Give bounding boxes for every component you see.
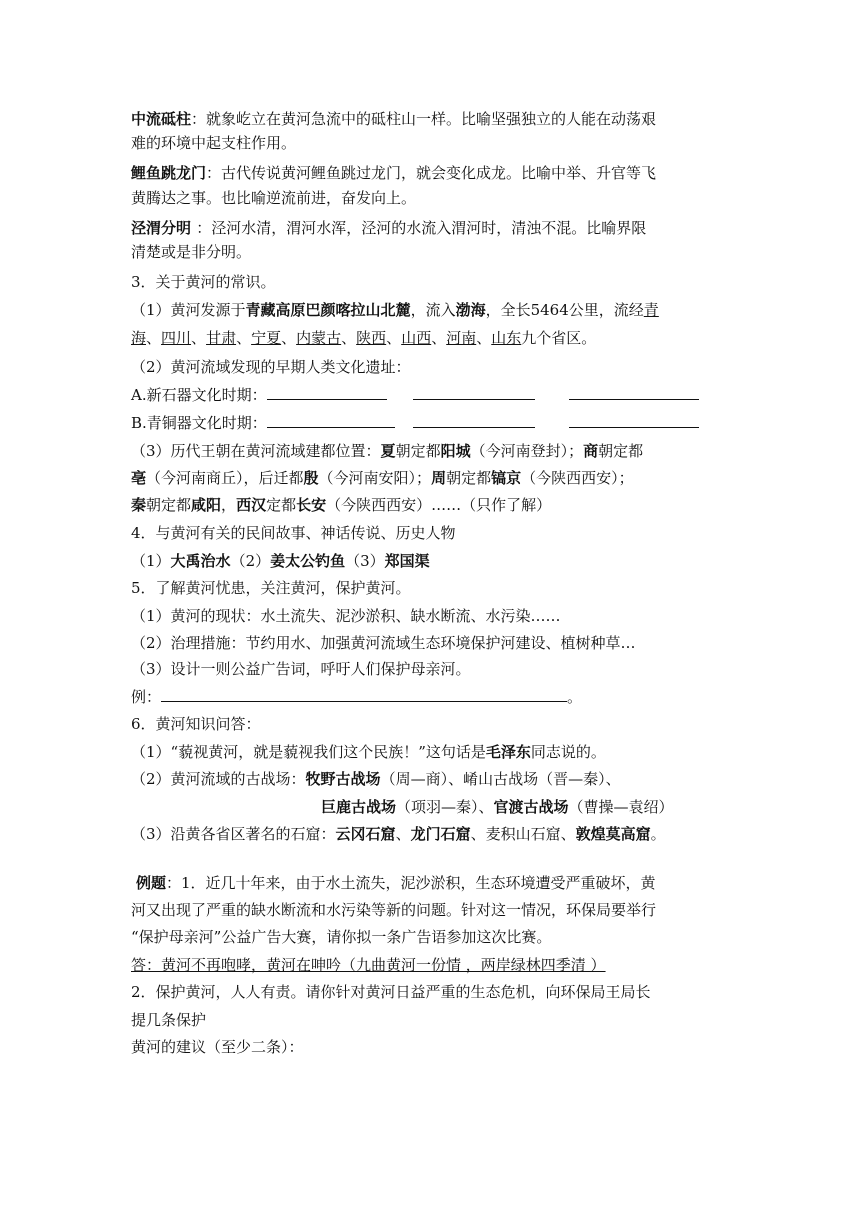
battlefield: 官渡古战场 [493, 798, 569, 816]
separator: 、 [386, 329, 402, 347]
dynasty-zhou: 周 [431, 469, 447, 487]
neolithic-blank-1[interactable] [267, 385, 387, 400]
s5-measures: （2）治理措施：节约用水、加强黄河流域生态环境保护河建设、植树种草… [131, 634, 636, 652]
s6-q1 [131, 741, 606, 763]
s3-p1-text: ，全长5464公里，流经 [485, 301, 644, 319]
idiom-term: 鲤鱼跳龙门 [131, 164, 207, 182]
idiom-1-line-2: 难的环境中起支柱作用。 [131, 134, 297, 152]
capital-text: （今陕西西安）……（只作了解） [326, 496, 552, 514]
s6-q3 [131, 823, 666, 845]
idiom-term: 中流砥柱 [131, 110, 192, 128]
s3-p1-text: ，流入 [410, 301, 456, 319]
story-number: （3） [345, 552, 385, 570]
story: 姜太公钓鱼 [270, 552, 346, 570]
q2-text: （曹操—袁绍） [568, 798, 674, 816]
example-q1-line-3: “保护母亲河”公益广告大赛，请你拟一条广告语参加这次比赛。 [131, 928, 552, 946]
bronze-blank-2[interactable] [413, 413, 535, 428]
example-q1-line-2: 河又出现了严重的缺水断流和水污染等新的问题。针对这一情况，环保局要举行 [131, 901, 657, 919]
idiom-text: ：泾河水清，渭河水浑，泾河的水流入渭河时，清浊不混。比喻界限 [196, 219, 647, 237]
dynasty-qin: 秦 [131, 496, 147, 514]
province: 内蒙古 [296, 329, 342, 347]
separator: 、 [236, 329, 252, 347]
story: 郑国渠 [384, 552, 430, 570]
separator: 、 [191, 329, 207, 347]
bronze-label: B.青铜器文化时期： [131, 414, 267, 432]
story-number: （2） [230, 552, 271, 570]
story: 大禹治水 [170, 552, 231, 570]
neolithic-blank-3[interactable] [569, 385, 699, 400]
neolithic-line [131, 384, 699, 406]
province: 宁夏 [251, 329, 282, 347]
province: 四川 [161, 329, 192, 347]
capital-text: （3）历代王朝在黄河流域建都位置： [131, 442, 381, 460]
dynasty-shang: 商 [583, 442, 599, 460]
battlefield: 牧野古战场 [305, 770, 381, 788]
province: 山西 [401, 329, 432, 347]
dynasty-xihan: 西汉 [236, 496, 267, 514]
s5-slogan-task: （3）设计一则公益广告词，呼吁人们保护母亲河。 [131, 660, 471, 678]
capital-text: ， [221, 496, 237, 514]
province: 陕西 [356, 329, 387, 347]
q2-text: （2）黄河流域的古战场： [131, 770, 306, 788]
province-part: 青 [643, 301, 659, 319]
capital-yin: 殷 [303, 469, 319, 487]
q1-text: （1）“藐视黄河，就是藐视我们这个民族！”这句话是 [131, 743, 486, 761]
s5-status: （1）黄河的现状：水土流失、泥沙淤积、缺水断流、水污染…… [131, 607, 561, 625]
province: 甘肃 [206, 329, 237, 347]
capital-text: 定都 [266, 496, 297, 514]
s3-p3-line-1 [131, 440, 643, 462]
capital-text: 朝定都 [395, 442, 441, 460]
capital-text: （今河南安阳）； [318, 469, 432, 487]
s3-p2: （2）黄河流域发现的早期人类文化遗址： [131, 358, 411, 376]
neolithic-blank-2[interactable] [413, 385, 535, 400]
grotto: 云冈石窟 [335, 825, 396, 843]
idiom-1-line-1 [131, 108, 656, 130]
example-q2-line-3: 黄河的建议（至少二条）： [131, 1038, 304, 1056]
q3-text: 、 [395, 825, 411, 843]
idiom-2-line-1 [131, 162, 656, 184]
separator: 、 [281, 329, 297, 347]
grotto: 敦煌莫高窟 [575, 825, 651, 843]
capital-haojing: 镐京 [491, 469, 522, 487]
example-q2-line-2: 提几条保护 [131, 1011, 207, 1029]
capital-bo: 亳 [131, 469, 147, 487]
province: 河南 [446, 329, 477, 347]
q3-text: 。 [650, 825, 666, 843]
capital-yangcheng: 阳城 [440, 442, 471, 460]
capital-text: （今河南商丘），后迁都 [146, 469, 304, 487]
q2-text: （项羽—秦）、 [396, 798, 494, 816]
province: 山东 [491, 329, 522, 347]
slogan-blank[interactable] [161, 687, 567, 702]
s3-p1-line-1 [131, 299, 659, 321]
section-6-heading: 6．黄河知识问答： [131, 715, 261, 733]
s4-stories [131, 550, 430, 572]
story-number: （1） [131, 552, 171, 570]
neolithic-label: A.新石器文化时期： [131, 386, 267, 404]
separator: 、 [476, 329, 492, 347]
example-q1-line-1 [136, 872, 656, 894]
s6-q2-line-1 [131, 768, 621, 790]
separator: 、 [431, 329, 447, 347]
example-answer: 答：黄河不再咆哮，黄河在呻吟（九曲黄河一份情 ，两岸绿林四季清 ） [131, 956, 606, 974]
bronze-line [131, 412, 699, 434]
dynasty-xia: 夏 [380, 442, 396, 460]
capital-xianyang: 咸阳 [191, 496, 222, 514]
capital-text: （今河南登封）； [470, 442, 584, 460]
section-3-heading: 3．关于黄河的常识。 [131, 273, 276, 291]
bronze-blank-3[interactable] [569, 413, 699, 428]
idiom-text: ：就象屹立在黄河急流中的砥柱山一样。比喻坚强独立的人能在动荡艰 [191, 110, 657, 128]
province-part: 海 [131, 329, 147, 347]
s3-p1-text: 九个省区。 [521, 329, 597, 347]
idiom-3-line-1 [131, 217, 646, 239]
capital-text: 朝定都 [146, 496, 192, 514]
section-5-heading: 5．了解黄河忧患，关注黄河，保护黄河。 [131, 579, 411, 597]
s3-p1-text: （1）黄河发源于 [131, 301, 246, 319]
capital-text: （今陕西西安）； [521, 469, 634, 487]
example-label: 例题 [136, 874, 167, 892]
idiom-term: 泾渭分明 [131, 219, 197, 237]
example-text: ：1．近几十年来，由于水土流失，泥沙淤积，生态环境遭受严重破坏，黄 [166, 874, 656, 892]
s3-p3-line-3 [131, 494, 551, 516]
separator: 、 [341, 329, 357, 347]
bronze-blank-1[interactable] [267, 413, 395, 428]
idiom-3-line-2: 清楚或是非分明。 [131, 243, 252, 261]
s6-q2-line-2 [321, 796, 674, 818]
grotto: 龙门石窟 [410, 825, 471, 843]
battlefield: 巨鹿古战场 [321, 798, 397, 816]
outlet-sea: 渤海 [455, 301, 486, 319]
q1-person: 毛泽东 [485, 743, 531, 761]
s3-p3-line-2 [131, 467, 634, 489]
example-q2-line-1: 2．保护黄河，人人有责。请你针对黄河日益严重的生态危机，向环保局王局长 [131, 983, 651, 1001]
q2-text: （周—商）、崤山古战场（晋—秦）、 [380, 770, 621, 788]
separator: 、 [146, 329, 162, 347]
idiom-2-line-2: 黄腾达之事。也比喻逆流前进，奋发向上。 [131, 189, 417, 207]
example-label: 例： [131, 688, 162, 706]
q3-text: 、麦积山石窟、 [470, 825, 576, 843]
q3-text: （3）沿黄各省区著名的石窟： [131, 825, 336, 843]
q1-text: 同志说的。 [530, 743, 606, 761]
s3-p1-line-2 [131, 327, 596, 349]
s5-example-line [131, 686, 582, 708]
capital-text: 朝定都 [598, 442, 644, 460]
period: 。 [567, 688, 583, 706]
capital-changan: 长安 [296, 496, 327, 514]
idiom-text: ：古代传说黄河鲤鱼跳过龙门，就会变化成龙。比喻中举、升官等飞 [206, 164, 657, 182]
section-4-heading: 4．与黄河有关的民间故事、神话传说、历史人物 [131, 524, 456, 542]
capital-text: 朝定都 [446, 469, 492, 487]
source-location: 青藏高原巴颜喀拉山北麓 [245, 301, 411, 319]
